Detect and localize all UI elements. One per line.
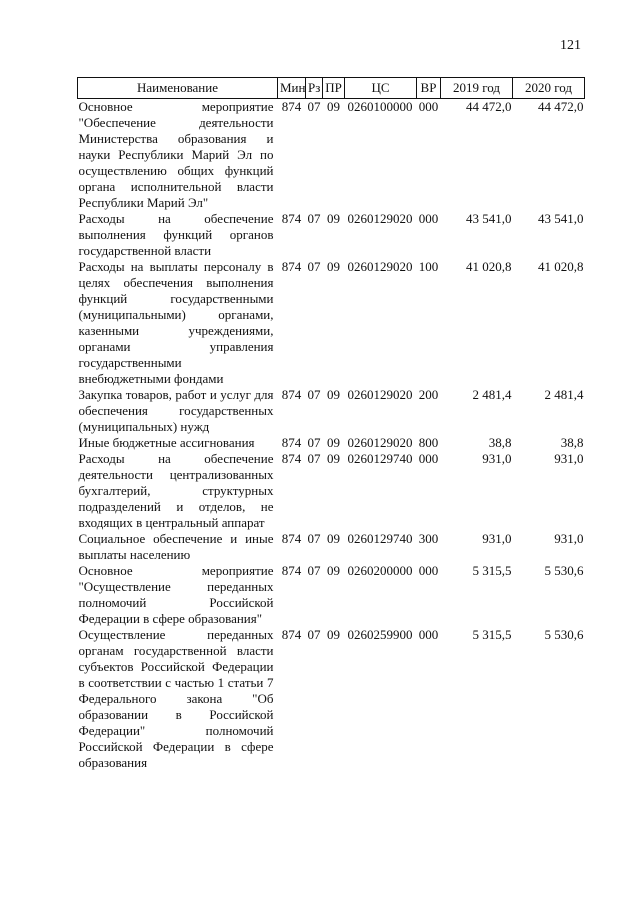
table-row	[78, 387, 585, 435]
row-rz: 07	[307, 531, 321, 546]
row-min: 874	[281, 563, 302, 578]
table-header	[78, 78, 585, 99]
page-number: 121	[560, 38, 581, 53]
row-min: 874	[281, 259, 302, 274]
row-rz: 07	[307, 387, 321, 402]
row-cs: 0260129740	[347, 531, 413, 546]
row-rz: 07	[307, 451, 321, 466]
row-vr: 000	[418, 99, 439, 114]
row-pr: 09	[327, 259, 340, 274]
row-vr: 000	[418, 627, 439, 642]
row-cs: 0260200000	[347, 563, 413, 578]
row-2019: 5 315,5	[472, 627, 512, 642]
row-vr: 200	[418, 387, 439, 402]
table-row	[78, 435, 585, 451]
table-row	[78, 211, 585, 259]
column-header-pr: ПР	[323, 78, 345, 99]
row-rz: 07	[307, 627, 321, 642]
row-pr: 09	[327, 451, 340, 466]
row-rz: 07	[307, 435, 321, 450]
column-header-min: Мин	[278, 78, 306, 99]
header-row	[78, 78, 585, 99]
row-vr: 000	[418, 451, 439, 466]
column-header-cs: ЦС	[345, 78, 417, 99]
row-cs: 0260129020	[347, 387, 413, 402]
row-min: 874	[281, 451, 302, 466]
table-row	[78, 627, 585, 771]
row-2020: 5 530,6	[544, 627, 584, 642]
row-name: Иные бюджетные ассигнования	[78, 435, 255, 450]
row-vr: 000	[418, 563, 439, 578]
row-2019: 2 481,4	[472, 387, 512, 402]
row-2019: 38,8	[488, 435, 512, 450]
row-name: Социальное обеспечение и иные выплаты населению	[78, 531, 274, 562]
row-2019: 41 020,8	[466, 259, 512, 274]
row-cs: 0260129740	[347, 451, 413, 466]
row-2019: 931,0	[482, 531, 512, 546]
row-2020: 931,0	[554, 451, 584, 466]
budget-table	[77, 77, 585, 771]
row-2020: 38,8	[560, 435, 584, 450]
row-2020: 5 530,6	[544, 563, 584, 578]
row-min: 874	[281, 531, 302, 546]
row-name: Расходы на обеспечение деятельности централизованных бухгалтерий, структурных подразделений и отделов, не входящих в центральный аппарат	[78, 451, 274, 530]
row-name: Основное мероприятие "Осуществление переданных полномочий Российской Федерации в сфере образования"	[78, 563, 274, 626]
row-min: 874	[281, 211, 302, 226]
row-rz: 07	[307, 99, 321, 114]
row-pr: 09	[327, 627, 340, 642]
row-2020: 931,0	[554, 531, 584, 546]
column-header-2020: 2020 год	[513, 78, 585, 99]
column-header-vr: ВР	[417, 78, 441, 99]
row-2019: 43 541,0	[466, 211, 512, 226]
row-rz: 07	[307, 563, 321, 578]
row-vr: 300	[418, 531, 439, 546]
row-2019: 5 315,5	[472, 563, 512, 578]
row-rz: 07	[307, 211, 321, 226]
row-min: 874	[281, 99, 302, 114]
row-2020: 43 541,0	[538, 211, 584, 226]
row-cs: 0260129020	[347, 435, 413, 450]
row-pr: 09	[327, 531, 340, 546]
table-row	[78, 563, 585, 627]
row-cs: 0260100000	[347, 99, 413, 114]
row-pr: 09	[327, 435, 340, 450]
table-body	[78, 99, 585, 772]
row-pr: 09	[327, 99, 340, 114]
row-rz: 07	[307, 259, 321, 274]
row-pr: 09	[327, 387, 340, 402]
row-vr: 000	[418, 211, 439, 226]
row-name: Закупка товаров, работ и услуг для обеспечения государственных (муниципальных) нужд	[78, 387, 274, 434]
table-row	[78, 259, 585, 387]
row-pr: 09	[327, 211, 340, 226]
row-vr: 100	[418, 259, 439, 274]
row-pr: 09	[327, 563, 340, 578]
row-2019: 44 472,0	[466, 99, 512, 114]
row-name: Осуществление переданных органам государственной власти субъектов Российской Федерации в соответствии с частью 1 статьи 7 Федерального закона "Об образовании в Российской Федерации" полномочий Российской Федерации в сфере образования	[78, 627, 274, 770]
row-cs: 0260129020	[347, 211, 413, 226]
row-cs: 0260129020	[347, 259, 413, 274]
table-row	[78, 531, 585, 563]
column-header-rz: Рз	[306, 78, 323, 99]
row-min: 874	[281, 435, 302, 450]
row-2019: 931,0	[482, 451, 512, 466]
row-cs: 0260259900	[347, 627, 413, 642]
row-min: 874	[281, 627, 302, 642]
row-2020: 44 472,0	[538, 99, 584, 114]
row-min: 874	[281, 387, 302, 402]
row-2020: 2 481,4	[544, 387, 584, 402]
row-name: Основное мероприятие "Обеспечение деятельности Министерства образования и науки Республики Марий Эл по осуществлению общих функций органа исполнительной власти Республики Марий Эл"	[78, 99, 274, 210]
table-row	[78, 99, 585, 212]
row-name: Расходы на обеспечение выполнения функций органов государственной власти	[78, 211, 274, 258]
row-2020: 41 020,8	[538, 259, 584, 274]
column-header-2019: 2019 год	[441, 78, 513, 99]
table-row	[78, 451, 585, 531]
column-header-name: Наименование	[78, 78, 278, 99]
row-vr: 800	[418, 435, 439, 450]
row-name: Расходы на выплаты персоналу в целях обеспечения выполнения функций государственными (муниципальными) органами, казенными учреждениями, органами управления государственными внебюджетными фондами	[78, 259, 274, 386]
